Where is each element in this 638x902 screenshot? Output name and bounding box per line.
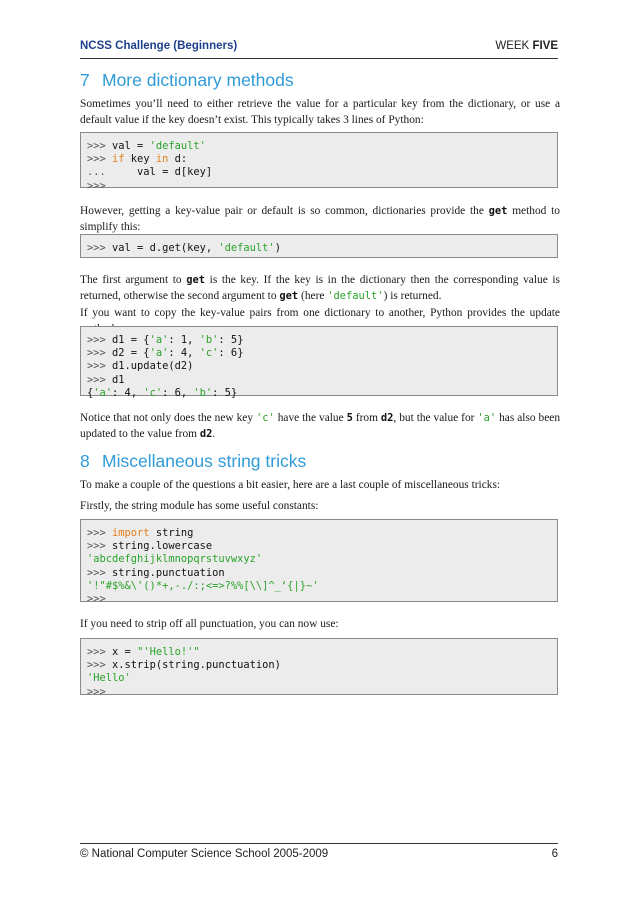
code-prompt: >>> [87,527,113,539]
code-text: key [124,153,156,166]
inline-code-get: get [488,205,508,217]
text: is the key. If the key is in the dictionary then the corresponding value is returned, otherwise the second argument to [80,274,560,302]
code-line [87,593,557,606]
code-prompt: >>> [87,140,113,152]
code-text: string [149,527,194,539]
text: However, getting a key-value pair or default is so common, dictionaries provide the [80,205,489,217]
code-text: string.punctuation [112,566,225,579]
code-prompt: >>> [87,592,106,605]
code-prompt: >>> [87,566,113,579]
code-block-4 [80,519,558,605]
code-line [87,334,557,347]
code-text: { [87,386,94,399]
code-prompt: >>> [87,685,106,698]
paragraph-update-notice [80,410,560,442]
code-text: d: [168,153,188,166]
code-line [87,180,557,193]
code-string: 'c' [199,347,219,360]
code-block-1 [80,132,558,192]
code-text: string.lowercase [112,540,213,553]
code-string: 'abcdefghijklmnopqrstuvwxyz' [87,553,263,566]
code-string: 'default' [218,242,275,254]
text: The first argument to [80,274,187,286]
paragraph-update-intro: If you want to copy the key-value pairs from one dictionary to another, Python provides the update [80,307,560,319]
inline-code-a: 'a' [477,412,497,424]
code-line [87,153,557,166]
code-text: : 6, [162,386,194,399]
code-block-2 [80,234,558,258]
inline-code-get: get [186,274,206,286]
code-text: : 4, [168,347,200,360]
code-string: 'b' [193,386,213,399]
code-text: x.strip(string.punctuation) [112,659,281,672]
text: . [212,428,216,440]
week-label [495,40,558,52]
code-block-3 [80,326,558,399]
code-block-5 [80,638,558,698]
section-8-heading [80,451,306,472]
code-line [87,166,557,179]
text: , but the value for [393,412,478,424]
code-prompt: >>> [87,179,106,192]
code-text: : 6} [218,347,244,360]
code-keyword: import [112,527,150,539]
code-string: 'a' [149,347,169,360]
code-prompt: >>> [87,540,113,553]
paragraph-get-explained [80,272,560,304]
code-line [87,659,557,672]
code-prompt: >>> [87,334,113,346]
code-prompt: ... [87,166,138,179]
header-divider [80,58,558,59]
footer-divider [80,843,558,844]
code-text: d1.update(d2) [112,360,194,373]
code-prompt: >>> [87,153,113,166]
code-string: 'default' [149,140,206,152]
inline-code-5: 5 [346,412,353,424]
week-value: FIVE [532,40,558,52]
inline-code-d2: d2 [380,412,394,424]
text: method to simplify this: [80,205,560,233]
section-7-number: 7 [80,70,90,90]
code-text: val = d.get(key, [112,242,219,254]
code-string: 'a' [149,334,169,346]
code-line [87,360,557,373]
code-line [87,347,557,360]
code-prompt: >>> [87,347,113,360]
section-7-heading [80,70,294,91]
section-7-title: More dictionary methods [102,70,294,90]
text: has also been updated to the value from [80,412,561,440]
paragraph-strip: If you need to strip off all punctuation, you can now use: [80,618,339,630]
code-line [87,646,557,659]
code-keyword: if [112,153,125,166]
code-text: : 5} [212,386,238,399]
code-line [87,140,557,153]
code-prompt: >>> [87,659,113,672]
paragraph-string-module: Firstly, the string module has some useful constants: [80,500,319,512]
copyright: © National Computer Science School 2005-2009 [80,848,329,860]
code-string: 'b' [199,334,219,346]
code-text: : 1, [168,334,200,346]
code-string: 'Hello' [87,672,131,685]
paragraph-get-method [80,203,560,235]
code-line [87,553,557,566]
code-prompt: >>> [87,242,113,254]
code-line [87,672,557,685]
code-text: val = [112,140,150,152]
code-text: x = [112,646,138,658]
inline-code-d2: d2 [199,428,213,440]
code-line [87,540,557,553]
code-line [87,567,557,580]
code-string: 'c' [143,386,163,399]
paragraph-tricks-intro: To make a couple of the questions a bit easier, here are a last couple of miscellaneous tricks: [80,479,501,491]
code-text: d1 [112,373,125,386]
section-8-title: Miscellaneous string tricks [102,451,307,471]
code-text: : 5} [218,334,244,346]
code-line [87,374,557,387]
page-header [80,40,558,58]
code-line [87,527,557,540]
paragraph-intro: Sometimes you’ll need to either retrieve the value for a particular key from the dictionary, or use a default value if the key doesn’t exist. This typically takes 3 lines of Python: [80,98,560,126]
page-number: 6 [551,848,558,860]
code-text: d1 = { [112,334,150,346]
code-keyword: in [155,153,169,166]
section-8-number: 8 [80,451,90,471]
text: (here [298,290,328,302]
text: ) is returned. [383,290,442,302]
code-text: ) [274,242,281,254]
inline-code-c: 'c' [255,412,275,424]
text: have the value [274,412,347,424]
code-line [87,387,557,400]
text: Notice that not only does the new key [80,412,256,424]
course-title: NCSS Challenge (Beginners) [80,40,238,52]
code-text: : 4, [112,386,144,399]
code-line [87,580,557,593]
code-line [87,242,557,255]
text: from [352,412,381,424]
code-prompt: >>> [87,360,113,373]
code-string: '!"#$%&\'()*+,-./:;<=>?%%[\\]^_‘{|}~' [87,579,319,592]
code-line [87,686,557,699]
code-prompt: >>> [87,373,113,386]
inline-code-get: get [279,290,299,302]
code-text: val = d[key] [137,166,213,179]
code-string: 'a' [93,386,113,399]
code-text: d2 = { [112,347,150,360]
code-prompt: >>> [87,646,113,658]
week-prefix: WEEK [495,40,530,52]
code-string: "'Hello!'" [137,646,200,658]
inline-code-default: 'default' [327,290,384,302]
